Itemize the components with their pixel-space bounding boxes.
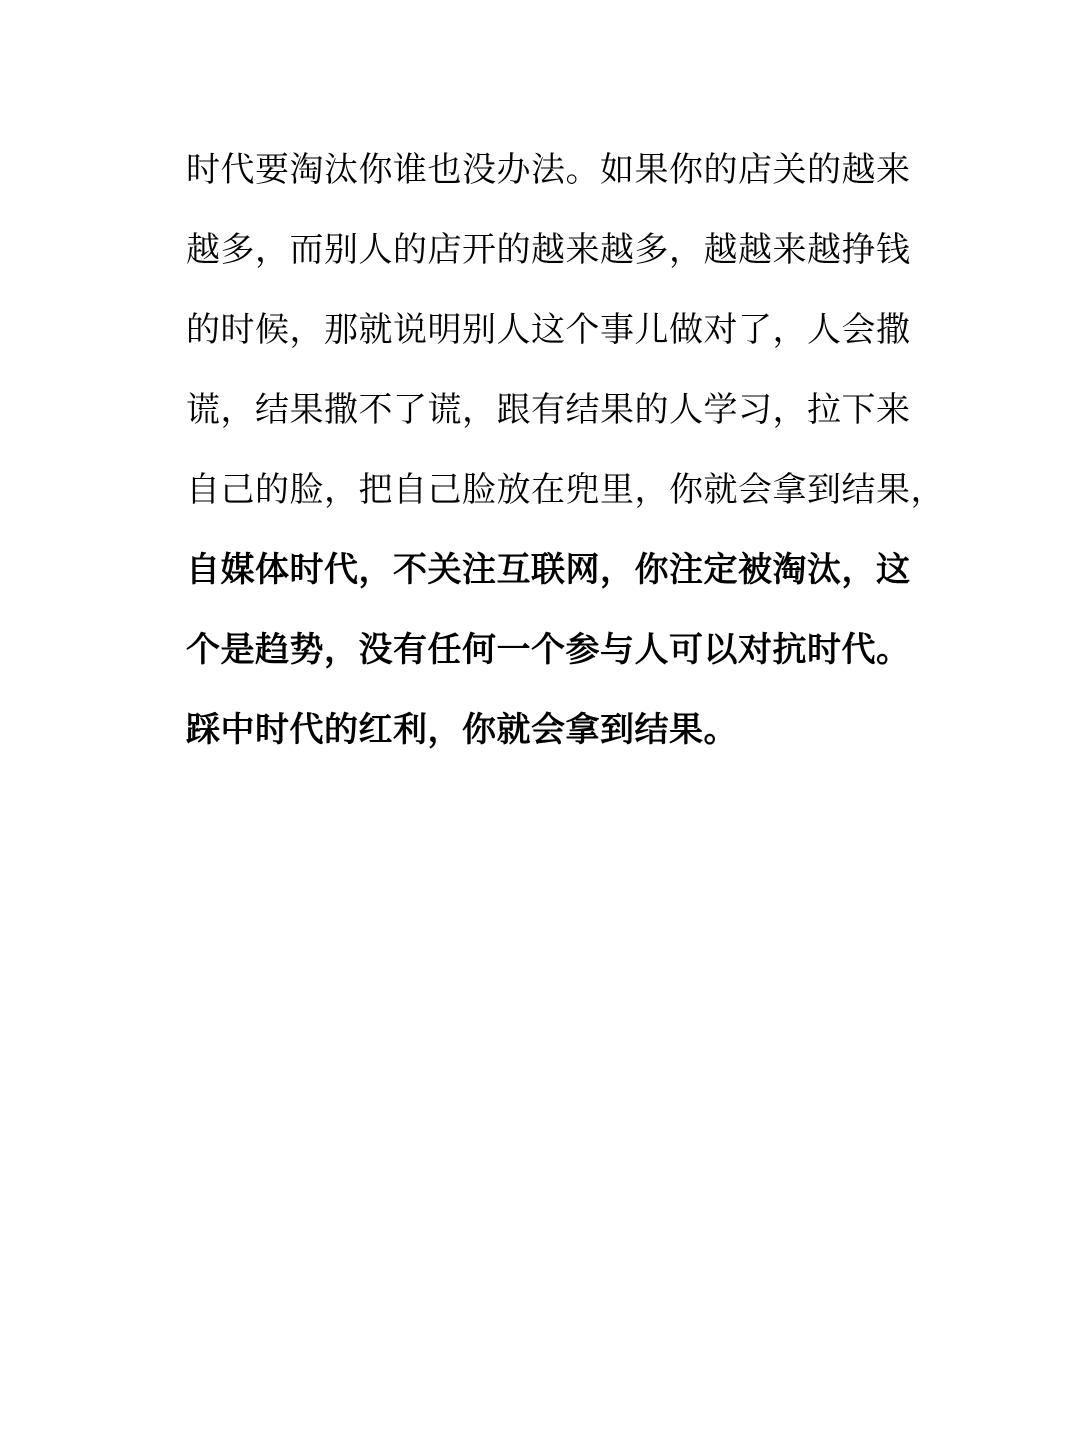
bold-text-line: 个是趋势，没有任何一个参与人可以对抗时代。 [186, 630, 911, 670]
text-line: 自己的脸，把自己脸放在兜里，你就会拿到结果， [186, 470, 945, 510]
text-line: 时代要淘汰你谁也没办法。如果你的店关的越来 [186, 150, 911, 190]
body-text [186, 130, 945, 770]
text-line: 的时候，那就说明别人这个事儿做对了，人会撒 [186, 310, 911, 350]
bold-text-line: 自媒体时代，不关注互联网，你注定被淘汰，这 [186, 550, 911, 590]
text-line: 越多，而别人的店开的越来越多，越越来越挣钱 [186, 230, 911, 270]
text-line: 谎，结果撒不了谎，跟有结果的人学习，拉下来 [186, 390, 911, 430]
bold-text-line: 踩中时代的红利，你就会拿到结果。 [186, 710, 738, 750]
